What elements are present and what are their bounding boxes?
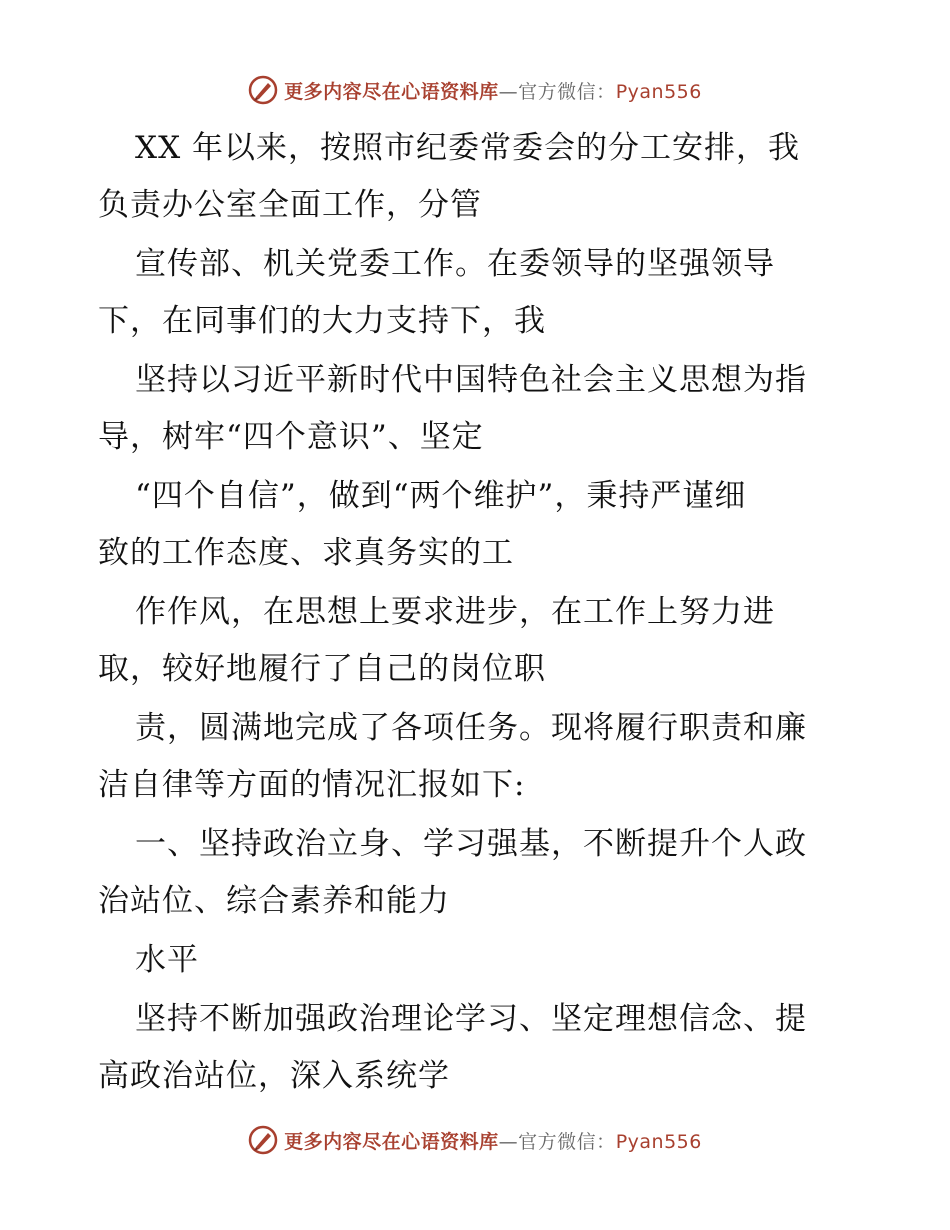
text-line-16: 坚持不断加强政治理论学习、坚定理想信念、提 — [135, 1001, 807, 1037]
text-line-8: 致的工作态度、求真务实的工 — [98, 535, 514, 571]
text-line-12: 洁自律等方面的情况汇报如下: — [98, 767, 526, 803]
text-line-6: 导，树牢“四个意识”、坚定 — [98, 419, 484, 455]
text-line-4: 下，在同事们的大力支持下，我 — [98, 303, 546, 339]
watermark-wechat-id: Pyan556 — [615, 80, 702, 103]
text-line-2: 负责办公室全面工作，分管 — [98, 187, 482, 223]
watermark-separator: — — [498, 80, 519, 103]
watermark-text — [284, 77, 702, 104]
watermark-brand: 更多内容尽在心语资料库 — [284, 80, 499, 103]
watermark-brand: 更多内容尽在心语资料库 — [284, 1130, 499, 1153]
text-line-17: 高政治站位，深入系统学 — [98, 1058, 450, 1094]
quill-pen-logo-icon — [248, 1125, 278, 1155]
text-line-5: 坚持以习近平新时代中国特色社会主义思想为指 — [135, 362, 807, 398]
header-watermark — [0, 70, 950, 110]
text-line-3: 宣传部、机关党委工作。在委领导的坚强领导 — [135, 246, 775, 282]
text-line-10: 取，较好地履行了自己的岗位职 — [98, 651, 546, 687]
text-line-7: “四个自信”，做到“两个维护”，秉持严谨细 — [135, 478, 747, 514]
footer-watermark — [0, 1120, 950, 1160]
text-line-15: 水平 — [135, 942, 199, 978]
text-line-1: XX 年以来，按照市纪委常委会的分工安排，我 — [135, 130, 800, 166]
watermark-official-label: 官方微信： — [518, 80, 616, 103]
text-line-9: 作作风，在思想上要求进步，在工作上努力进 — [135, 594, 775, 630]
text-line-11: 责，圆满地完成了各项任务。现将履行职责和廉 — [135, 710, 807, 746]
watermark-wechat-id: Pyan556 — [615, 1130, 702, 1153]
text-line-13: 一、坚持政治立身、学习强基，不断提升个人政 — [135, 826, 807, 862]
text-line-14: 治站位、综合素养和能力 — [98, 883, 450, 919]
watermark-separator: — — [498, 1130, 519, 1153]
watermark-official-label: 官方微信： — [518, 1130, 616, 1153]
quill-pen-logo-icon — [248, 75, 278, 105]
watermark-text — [284, 1127, 702, 1154]
